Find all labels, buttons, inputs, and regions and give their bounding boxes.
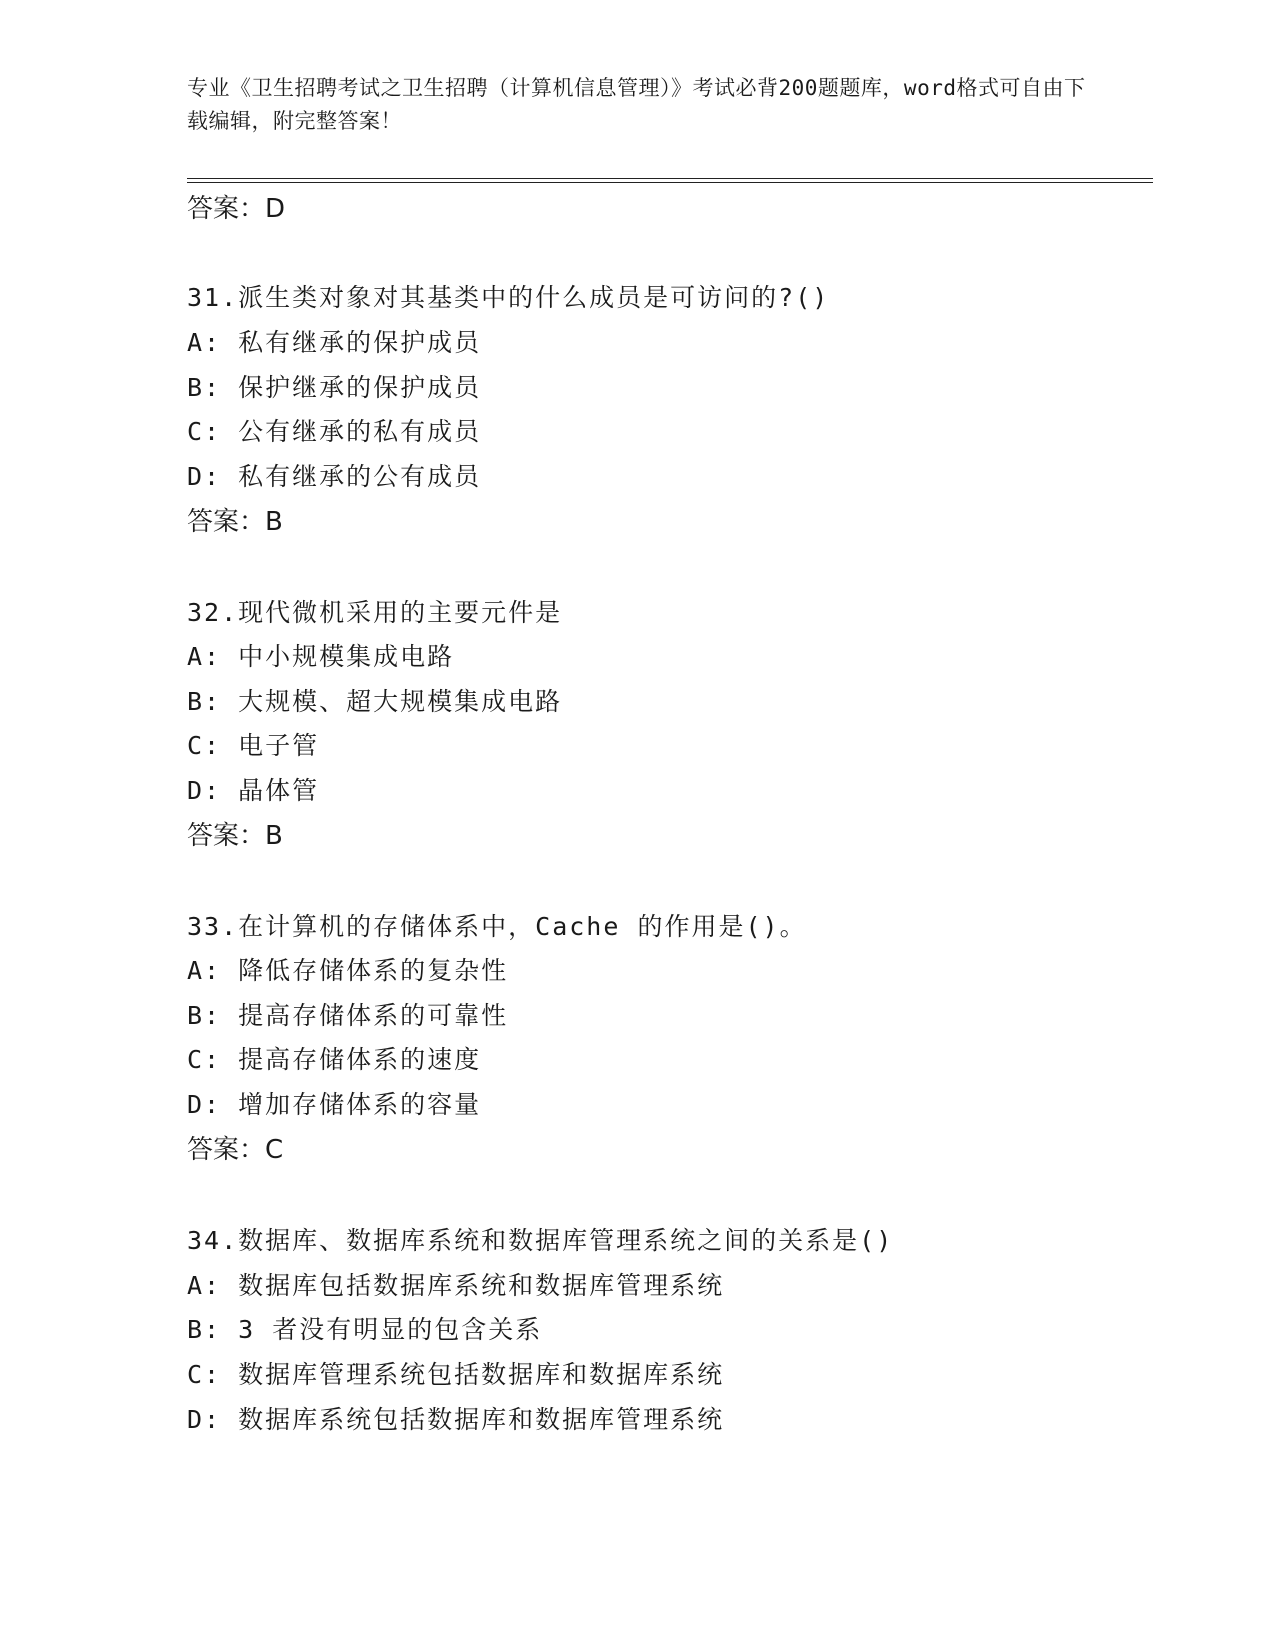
question-32-option-d: D: 晶体管 bbox=[187, 776, 320, 805]
question-34-option-c: C: 数据库管理系统包括数据库和数据库系统 bbox=[187, 1360, 725, 1389]
question-31-answer: 答案：B bbox=[187, 507, 283, 537]
question-31-stem: 31.派生类对象对其基类中的什么成员是可访问的?() bbox=[187, 283, 830, 312]
question-33-option-b: B: 提高存储体系的可靠性 bbox=[187, 1001, 509, 1030]
question-33-option-c: C: 提高存储体系的速度 bbox=[187, 1045, 482, 1074]
document-header: 专业《卫生招聘考试之卫生招聘（计算机信息管理）》考试必背200题题库，word格式可自由下载编辑，附完整答案！ bbox=[187, 76, 1086, 133]
question-33-stem: 33.在计算机的存储体系中，Cache 的作用是()。 bbox=[187, 912, 807, 941]
question-32-stem: 32.现代微机采用的主要元件是 bbox=[187, 598, 563, 627]
question-31-option-a: A: 私有继承的保护成员 bbox=[187, 328, 482, 357]
question-32-option-b: B: 大规模、超大规模集成电路 bbox=[187, 687, 563, 716]
question-33-option-d: D: 增加存储体系的容量 bbox=[187, 1090, 482, 1119]
question-31-option-d: D: 私有继承的公有成员 bbox=[187, 462, 482, 491]
header-divider bbox=[187, 178, 1153, 183]
question-33-answer: 答案：C bbox=[187, 1135, 284, 1165]
question-34-option-b: B: 3 者没有明显的包含关系 bbox=[187, 1315, 543, 1344]
prev-answer: 答案：D bbox=[187, 194, 286, 224]
question-32-option-a: A: 中小规模集成电路 bbox=[187, 642, 455, 671]
question-31-option-c: C: 公有继承的私有成员 bbox=[187, 417, 482, 446]
question-31-option-b: B: 保护继承的保护成员 bbox=[187, 373, 482, 402]
question-34-option-a: A: 数据库包括数据库系统和数据库管理系统 bbox=[187, 1271, 725, 1300]
question-32-option-c: C: 电子管 bbox=[187, 731, 320, 760]
question-32-answer: 答案：B bbox=[187, 821, 283, 851]
question-34-option-d: D: 数据库系统包括数据库和数据库管理系统 bbox=[187, 1405, 725, 1434]
question-34-stem: 34.数据库、数据库系统和数据库管理系统之间的关系是() bbox=[187, 1226, 894, 1255]
question-33-option-a: A: 降低存储体系的复杂性 bbox=[187, 956, 509, 985]
